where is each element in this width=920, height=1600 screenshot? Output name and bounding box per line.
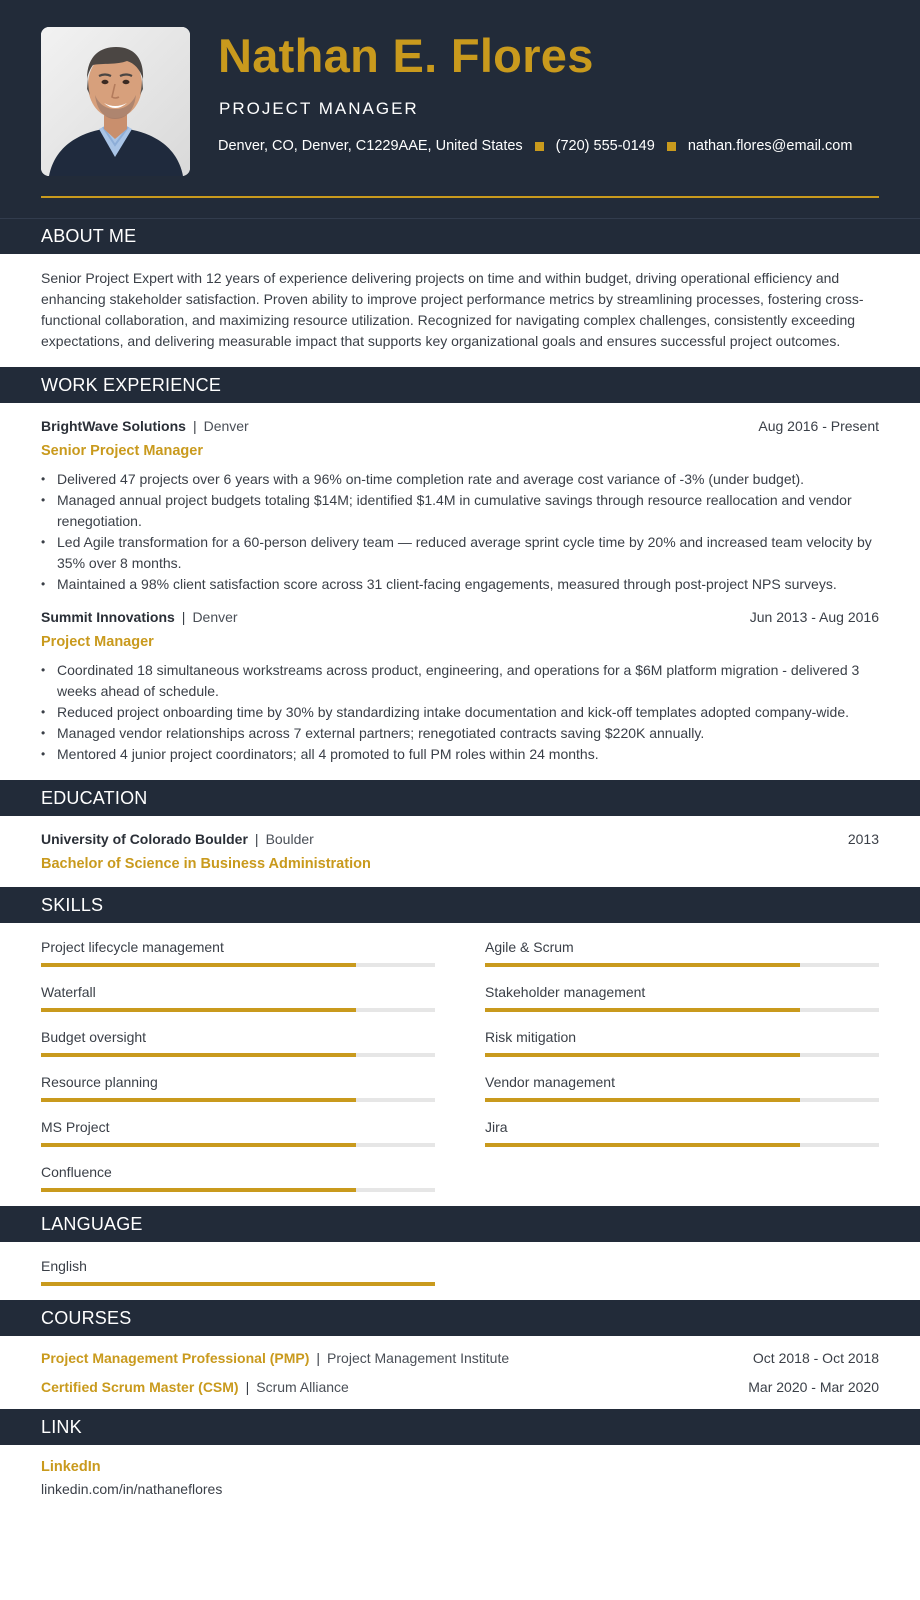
section-heading-courses: COURSES xyxy=(0,1300,920,1336)
skill-level-fill xyxy=(485,1008,800,1012)
skill-level-fill xyxy=(41,1053,356,1057)
skill-level-fill xyxy=(485,963,800,967)
skill-label: Project lifecycle management xyxy=(41,939,224,955)
link-entry xyxy=(0,1445,920,1497)
profile-photo xyxy=(41,27,190,176)
skill-item xyxy=(41,939,435,967)
job-role: Project Manager xyxy=(41,634,154,650)
link-label[interactable]: LinkedIn xyxy=(41,1459,101,1475)
section-heading-about: ABOUT ME xyxy=(0,218,920,254)
candidate-name: Nathan E. Flores xyxy=(218,29,594,82)
header-divider xyxy=(41,196,879,198)
skill-level-track xyxy=(41,1098,435,1102)
skill-level-fill xyxy=(485,1143,800,1147)
section-heading-education: EDUCATION xyxy=(0,780,920,816)
profile-photo-illustration xyxy=(41,27,190,176)
language-list xyxy=(0,1242,920,1300)
job-dates: Aug 2016 - Present xyxy=(758,418,879,434)
section-heading-link: LINK xyxy=(0,1409,920,1445)
bullet-item: • Mentored 4 junior project coordinators; all 4 promoted to full PM roles within 24 months. xyxy=(41,744,879,765)
skills-grid xyxy=(0,923,920,1206)
square-bullet-icon xyxy=(667,142,676,151)
skill-label: Resource planning xyxy=(41,1074,158,1090)
contact-phone[interactable]: (720) 555-0149 xyxy=(555,138,655,154)
skill-level-fill xyxy=(41,1098,356,1102)
courses-list xyxy=(0,1336,920,1409)
education-header xyxy=(41,831,879,847)
language-level-track xyxy=(41,1282,435,1286)
skill-label: Vendor management xyxy=(485,1074,615,1090)
course-name: Project Management Professional (PMP) xyxy=(41,1350,310,1366)
contact-email[interactable]: nathan.flores@email.com xyxy=(687,138,853,154)
skill-level-track xyxy=(41,1188,435,1192)
skill-level-fill xyxy=(41,1008,356,1012)
language-item xyxy=(41,1258,879,1286)
contact-line xyxy=(218,138,852,154)
company-name: BrightWave Solutions xyxy=(41,418,186,434)
skill-item xyxy=(41,984,435,1012)
skill-level-track xyxy=(485,1143,879,1147)
skill-item xyxy=(41,1164,435,1192)
skill-level-fill xyxy=(485,1098,800,1102)
job-dates: Jun 2013 - Aug 2016 xyxy=(749,609,879,625)
company-name: Summit Innovations xyxy=(41,609,175,625)
language-label: English xyxy=(41,1258,87,1274)
course-provider: Project Management Institute xyxy=(327,1350,510,1366)
skill-level-fill xyxy=(41,1143,356,1147)
separator: | xyxy=(181,609,186,625)
job-entry xyxy=(41,609,879,765)
job-header xyxy=(41,418,879,434)
skill-level-track xyxy=(485,963,879,967)
skill-label: Stakeholder management xyxy=(485,984,646,1000)
skill-item xyxy=(485,984,879,1012)
job-location: Denver xyxy=(203,418,249,434)
square-bullet-icon xyxy=(535,142,544,151)
work-experience xyxy=(0,403,920,780)
bullet-item: • Led Agile transformation for a 60-person delivery team — reduced average sprint cycle time by 20% and increased team velocity by 35% over 8 months. xyxy=(41,532,879,574)
course-name: Certified Scrum Master (CSM) xyxy=(41,1379,239,1395)
section-heading-work: WORK EXPERIENCE xyxy=(0,367,920,403)
education-entry xyxy=(0,816,920,887)
bullet-item: • Managed vendor relationships across 7 external partners; renegotiated contracts saving $220K annually. xyxy=(41,723,879,744)
skill-level-track xyxy=(41,963,435,967)
skill-label: MS Project xyxy=(41,1119,110,1135)
skill-level-fill xyxy=(485,1053,800,1057)
skill-level-track xyxy=(41,1008,435,1012)
job-location: Denver xyxy=(192,609,238,625)
resume-header xyxy=(0,0,920,218)
skill-label: Waterfall xyxy=(41,984,96,1000)
graduation-year: 2013 xyxy=(847,831,879,847)
bullet-item: • Managed annual project budgets totaling $14M; identified $1.4M in cumulative savings through resource reallocation and vendor renegotiation. xyxy=(41,490,879,532)
job-role: Senior Project Manager xyxy=(41,443,203,459)
skill-level-track xyxy=(41,1143,435,1147)
job-bullets xyxy=(41,660,879,765)
skill-item xyxy=(41,1074,435,1102)
skill-label: Confluence xyxy=(41,1164,112,1180)
section-heading-language: LANGUAGE xyxy=(0,1206,920,1242)
separator: | xyxy=(245,1379,250,1395)
skill-item xyxy=(485,939,879,967)
bullet-item: • Coordinated 18 simultaneous workstreams across product, engineering, and operations for a $6M platform migration - delivered 3 weeks ahead of schedule. xyxy=(41,660,879,702)
skill-item xyxy=(485,1119,879,1147)
job-header xyxy=(41,609,879,625)
separator: | xyxy=(254,831,259,847)
separator: | xyxy=(192,418,197,434)
job-title: PROJECT MANAGER xyxy=(219,99,419,118)
contact-address: Denver, CO, Denver, C1229AAE, United States xyxy=(218,138,523,154)
section-heading-skills: SKILLS xyxy=(0,887,920,923)
skill-level-track xyxy=(485,1053,879,1057)
job-bullets xyxy=(41,469,879,595)
bullet-item: • Maintained a 98% client satisfaction score across 31 client-facing engagements, measured through post-project NPS surveys. xyxy=(41,574,879,595)
course-entry xyxy=(41,1379,879,1395)
skill-level-fill xyxy=(41,963,356,967)
course-entry xyxy=(41,1350,879,1366)
school-location: Boulder xyxy=(265,831,314,847)
course-provider: Scrum Alliance xyxy=(256,1379,349,1395)
skill-item xyxy=(485,1074,879,1102)
skill-level-fill xyxy=(41,1188,356,1192)
skill-level-track xyxy=(485,1098,879,1102)
school-name: University of Colorado Boulder xyxy=(41,831,248,847)
link-url[interactable]: linkedin.com/in/nathaneflores xyxy=(41,1481,223,1497)
separator: | xyxy=(316,1350,321,1366)
skill-level-track xyxy=(485,1008,879,1012)
skill-level-track xyxy=(41,1053,435,1057)
skill-label: Budget oversight xyxy=(41,1029,147,1045)
course-dates: Oct 2018 - Oct 2018 xyxy=(752,1350,879,1366)
skill-item xyxy=(41,1029,435,1057)
job-entry xyxy=(41,418,879,595)
bullet-item: • Delivered 47 projects over 6 years with a 96% on-time completion rate and average cost variance of -3% (under budget). xyxy=(41,469,879,490)
bullet-item: • Reduced project onboarding time by 30% by standardizing intake documentation and kick-off templates adopted company-wide. xyxy=(41,702,879,723)
skill-label: Agile & Scrum xyxy=(485,939,574,955)
skill-label: Jira xyxy=(485,1119,508,1135)
course-dates: Mar 2020 - Mar 2020 xyxy=(748,1379,879,1395)
degree: Bachelor of Science in Business Administration xyxy=(41,856,371,872)
skill-item xyxy=(485,1029,879,1057)
about-text: Senior Project Expert with 12 years of experience delivering projects on time and within budget, driving operational efficiency and enhancing stakeholder satisfaction. Proven ability to improve project performance metrics by streamlining processes, fostering cross-functional collaboration, and maximizing resource utilization. Recognized for navigating complex challenges, consistently exceeding expectations, and delivering measurable impact that supports key organizational goals and ensures successful project outcomes. xyxy=(41,270,864,349)
language-level-fill xyxy=(41,1282,435,1286)
skill-label: Risk mitigation xyxy=(485,1029,577,1045)
skill-item xyxy=(41,1119,435,1147)
